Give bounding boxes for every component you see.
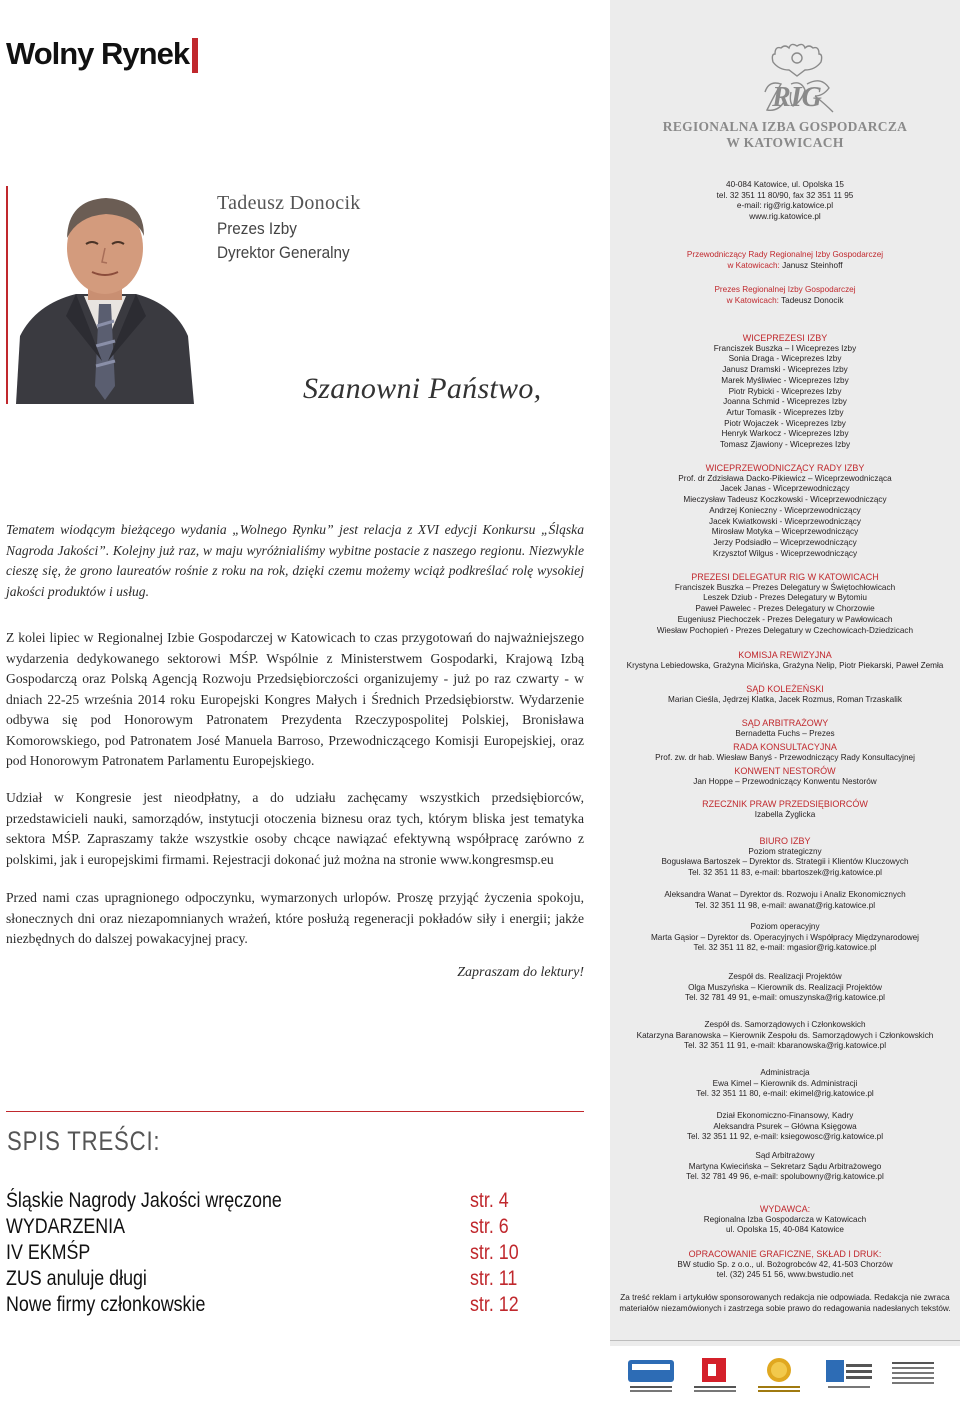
list-item: Jacek Janas - Wiceprzewodniczący [720,484,850,494]
list-item: Mieczysław Tadeusz Koczkowski - Wiceprzewodniczący [683,495,887,505]
footer-divider [610,1340,960,1341]
letter-greeting: Szanowni Państwo, [303,372,542,405]
finance-block [610,1111,960,1143]
section-heading: SĄD KOLEŻEŃSKI [746,684,824,694]
arbitration-court-block [610,718,960,739]
section-body: Tel. 32 351 11 92, e-mail: ksiegowosc@rig.katowice.pl [686,1132,884,1142]
toc-item-page: str. 4 [470,1189,509,1212]
advisory-council-block [610,742,960,763]
gold-medal-logo-icon [750,1356,808,1394]
president-line: w Katowicach: [726,295,779,305]
polish-quality-award-logo-icon [686,1356,744,1394]
address-text: 40-084 Katowice, ul. Opolska 15 [726,180,844,189]
ksu-system-logo-icon [820,1356,878,1394]
list-item: Leszek Dziub - Prezes Delegatury w Bytomiu [703,593,867,603]
publisher-block [610,1204,960,1236]
section-heading: RADA KONSULTACYJNA [733,742,837,752]
section-body: Jan Hoppe – Przewodniczący Konwentu Nestorów [693,776,877,786]
list-item: Mirosław Motyka – Wiceprzewodniczący [711,527,859,537]
section-body: Poziom strategiczny [748,846,822,856]
toc-item-title: WYDARZENIA [6,1215,126,1238]
section-heading: SĄD ARBITRAŻOWY [741,718,829,728]
list-item: Eugeniusz Piechoczek - Prezes Delegatury w Pawłowicach [677,614,893,624]
list-item: Artur Tomasik - Wiceprezes Izby [726,407,844,417]
toc-item[interactable] [6,1215,526,1241]
section-heading: WICEPREZESI IZBY [742,333,828,343]
disclaimer-block [610,1293,960,1314]
list-item: Andrzej Konieczny - Wiceprzewodniczący [709,505,861,515]
paragraph-text: Udział w Kongresie jest nieodpłatny, a do udziału zachęcamy wszystkich przedsiębiorców, przedstawicieli nauki, samorządów, instytucji otoczenia biznesu oraz tych, którym bliska jest tematyka sektora MŚP. Zapraszamy także wszystkie osoby chcące nawiązać efektywną współpracę zarówno z polskimi, jak i europejskimi firmami. Rejestracji dokonać już można na stronie www.kongresmsp.eu [6,790,584,867]
section-body: Martyna Kwiecińska – Sekretarz Sądu Arbitrażowego [688,1161,882,1171]
section-heading: OPRACOWANIE GRAFICZNE, SKŁAD I DRUK: [688,1249,882,1259]
toc-item[interactable] [6,1293,526,1319]
toc-item[interactable] [6,1189,526,1215]
author-block [217,192,364,263]
section-body: Olga Muszyńska – Kierownik ds. Realizacji Projektów [688,982,882,992]
toc-item-title: IV EKMŚP [6,1241,91,1264]
author-role-1: Prezes Izby [217,219,297,238]
paragraph-text: Z kolei lipiec w Regionalnej Izbie Gospodarczej w Katowicach to czas przygotowań do najważniejszego wydarzenia dedykowanego sektorowi MŚP. Wspólnie z Ministerstwem Gospodarki, Krajową Izbą Gospodarczą oraz Polską Agencją Rozwoju Przedsiębiorczości organizujemy - już po raz czwarty - w dniach 22-25 września 2014 roku Europejski Kongres Małych i Średnich Przedsiębiorstw. Wydarzenie odbywa się pod Honorowym Patronatem Prezydenta Rzeczypospolitej Polskiej, Bronisława Komorowskiego, pod Patronatem José Manuela Barroso, Przewodniczącego Komisji Europejskiej, oraz pod Honorowym Patronatem Parlamentu Europejskiego. [6,630,584,768]
website-link[interactable]: www.rig.katowice.pl [749,212,821,222]
section-body: Sąd Arbitrażowy [755,1151,815,1160]
section-body: Administracja [760,1068,810,1077]
section-heading: KONWENT NESTORÓW [734,766,836,776]
section-heading: WYDAWCA: [759,1204,811,1214]
toc-item-title: Nowe firmy członkowskie [6,1293,206,1316]
chair-name: Janusz Steinhoff [782,260,843,270]
section-body: BW studio Sp. z o.o., ul. Bożogrobców 42, 41-503 Chorzów [677,1259,893,1269]
list-item: Marek Myśliwiec - Wiceprezes Izby [721,375,849,385]
elders-convent-block [610,766,960,787]
peer-court-block [610,684,960,705]
title-accent-bar [192,38,198,73]
section-body: Aleksandra Wanat – Dyrektor ds. Rozwoju i Analiz Ekonomicznych [664,890,906,899]
office-analytics-block [610,890,960,911]
portrait-accent-line [6,186,8,404]
list-item: Janusz Dramski - Wiceprezes Izby [722,365,848,375]
toc-item-page: str. 12 [470,1293,519,1316]
section-body: Tel. 32 351 11 80, e-mail: ekimel@rig.katowice.pl [696,1089,874,1099]
section-body: Poziom operacyjny [750,922,820,931]
list-item: Piotr Wojaczek - Wiceprezes Izby [724,418,846,428]
section-body: Tel. 32 351 11 82, e-mail: mgasior@rig.katowice.pl [693,943,877,953]
paragraph-text: Przed nami czas upragnionego odpoczynku, wymarzonych urlopów. Proszę przyjąć życzenia spokoju, słonecznych dni oraz niezapomnianych wrażeń, które posłużą regeneracji pokładów siły i energii; jakże niezbędnych do dalszej powakacyjnej pracy. [6,890,584,946]
section-body: Prof. zw. dr hab. Wiesław Banyś - Przewodniczący Rady Konsultacyjnej [655,752,915,762]
portrait-illustration [6,186,201,404]
list-item: Piotr Rybicki - Wiceprezes Izby [728,386,842,396]
office-operations-block [610,922,960,954]
president-name: Tadeusz Donocik [781,295,844,305]
office-block [610,836,960,879]
section-body: ul. Opolska 15, 40-084 Katowice [726,1225,844,1235]
svg-text:RIG: RIG [772,82,822,113]
letter-paragraph-3 [6,788,584,870]
section-body: Marta Gąsior – Dyrektor ds. Operacyjnych i Współpracy Międzynarodowej [650,932,919,942]
list-item: Jacek Kwiatkowski - Wiceprzewodniczący [709,516,861,526]
toc-item[interactable] [6,1241,526,1267]
list-item: Wiesław Pochopień - Prezes Delegatury w Czechowicach-Dziedzicach [656,625,914,635]
org-name-line-2: W KATOWICACH [726,135,844,150]
tuv-certificate-logo-icon [622,1356,680,1394]
toc-heading: SPIS TREŚCI: [7,1126,161,1156]
members-team-block [610,1020,960,1052]
section-body: Ewa Kimel – Kierownik ds. Administracji [712,1078,858,1088]
section-body: Bernadetta Fuchs – Prezes [735,728,835,738]
toc-item-title: ZUS anuluje długi [6,1267,147,1290]
section-heading: BIURO IZBY [759,836,811,846]
letter-paragraph-4 [6,888,584,950]
author-name: Tadeusz Donocik [217,192,361,214]
section-body: Regionalna Izba Gospodarcza w Katowicach [703,1214,867,1224]
section-body: Aleksandra Psurek – Główna Księgowa [713,1121,857,1131]
toc-item-title: Śląskie Nagrody Jakości wręczone [6,1189,282,1212]
delegations-block [610,572,960,636]
list-item: Henryk Warkocz - Wiceprezes Izby [721,429,849,439]
rig-eagle-logo-icon [745,40,850,125]
vice-chairs-block [610,463,960,559]
contact-block [610,180,960,223]
section-heading: KOMISJA REWIZYJNA [738,650,832,660]
list-item: Krzysztof Wilgus - Wiceprzewodniczący [712,548,858,558]
president-block [610,285,960,306]
section-body: Zespół ds. Realizacji Projektów [728,972,842,981]
toc-divider [6,1111,584,1112]
list-item: Franciszek Buszka – Prezes Delegatury w Świętochłowicach [674,582,896,592]
phone-text: tel. 32 351 11 80/90, fax 32 351 11 95 [716,190,854,200]
section-heading: WICEPRZEWODNICZĄCY RADY IZBY [705,463,865,473]
toc-item-page: str. 11 [470,1267,518,1290]
toc-item[interactable] [6,1267,526,1293]
letter-signoff: Zapraszam do lektury! [457,965,584,980]
entrepreneurs-ombudsman-block [610,799,960,820]
section-body: Tel. 32 781 49 96, e-mail: spolubowny@rig.katowice.pl [686,1172,884,1182]
list-item: Joanna Schmid - Wiceprezes Izby [723,397,847,407]
letter-paragraph-2 [6,628,584,772]
quality-system-seal-logo-icon [884,1356,942,1394]
audit-committee-block [610,650,960,671]
section-body: tel. (32) 245 51 56, www.bwstudio.net [716,1270,854,1280]
toc-item-page: str. 6 [470,1215,509,1238]
table-of-contents [6,1189,526,1319]
section-body: Tel. 32 351 11 83, e-mail: bbartoszek@rig.katowice.pl [688,868,882,878]
section-body: Tel. 32 351 11 91, e-mail: kbaranowska@rig.katowice.pl [683,1041,887,1051]
section-body: Bogusława Bartoszek – Dyrektor ds. Strategii i Klientów Kluczowych [661,857,909,867]
list-item: Paweł Pawelec - Prezes Delegatury w Chorzowie [695,604,875,614]
administration-block [610,1068,960,1100]
email-link[interactable]: e-mail: rig@rig.katowice.pl [736,201,834,211]
design-print-block [610,1249,960,1281]
paragraph-text: Tematem wiodącym bieżącego wydania „Wolnego Rynku” jest relacja z XVI edycji Konkursu „Śląska Nagroda Jakości”. Kolejny już raz, w maju wyróżnialiśmy wybitne postacie z naszego regionu. Niezwykle cieszę się, że grono laureatów rośnie z roku na rok, dzięki czemu możemy wciąż podkreślać rolę wysokiej jakości produktów i usług. [6,522,584,599]
toc-item-page: str. 10 [470,1241,519,1264]
org-name-line-1: REGIONALNA IZBA GOSPODARCZA [662,119,908,134]
section-body: Izabella Żyglicka [754,809,816,819]
section-body: Tel. 32 781 49 91, e-mail: omuszynska@rig.katowice.pl [685,993,885,1003]
author-role-2: Dyrektor Generalny [217,243,350,262]
section-body: Katarzyna Baranowska – Kierownik Zespołu ds. Samorządowych i Członkowskich [636,1030,934,1040]
section-body: Zespół ds. Samorządowych i Członkowskich [704,1020,866,1029]
projects-team-block [610,972,960,1004]
section-heading: PREZESI DELEGATUR RIG W KATOWICACH [691,572,879,582]
council-chair-block [610,250,960,271]
chamber-info-sidebar [610,0,960,1405]
section-body: Dział Ekonomiczno-Finansowy, Kadry [716,1111,854,1120]
arbitration-office-block [610,1151,960,1183]
author-portrait [6,186,201,404]
list-item: Tomasz Zjawiony - Wiceprezes Izby [719,440,851,450]
section-body: Krystyna Lebiedowska, Grażyna Micińska, Grażyna Nelip, Piotr Piekarski, Paweł Zemła [626,660,944,670]
section-heading: RZECZNIK PRAW PRZEDSIĘBIORCÓW [702,799,868,809]
disclaimer-line: Za treść reklam i artykułów sponsorowanych redakcja nie odpowiada. Redakcja nie zwraca [620,1293,950,1302]
section-body: Marian Cieśla, Jędrzej Klatka, Jacek Rozmus, Roman Trzaskalik [668,694,902,704]
list-item: Sonia Draga - Wiceprezes Izby [728,354,842,364]
disclaimer-line: materiałów niezamówionych i zastrzega sobie prawo do redagowania nadesłanych tekstów. [619,1303,951,1313]
magazine-title: Wolny Rynek [6,36,190,71]
vice-presidents-block [610,333,960,451]
section-body: Tel. 32 351 11 98, e-mail: awanat@rig.katowice.pl [694,900,876,910]
chair-line: w Katowicach: [727,260,780,270]
president-label: Prezes Regionalnej Izby Gospodarczej [714,285,856,294]
list-item: Jerzy Podsiadło – Wiceprzewodniczący [713,537,857,547]
letter-paragraph-1 [6,520,584,602]
list-item: Franciszek Buszka – I Wiceprezes Izby [713,343,857,353]
list-item: Prof. dr Zdzisława Dacko-Pikiewicz – Wiceprzewodnicząca [678,473,892,483]
certification-logos [610,1346,960,1405]
chair-label: Przewodniczący Rady Regionalnej Izby Gospodarczej [686,250,884,259]
